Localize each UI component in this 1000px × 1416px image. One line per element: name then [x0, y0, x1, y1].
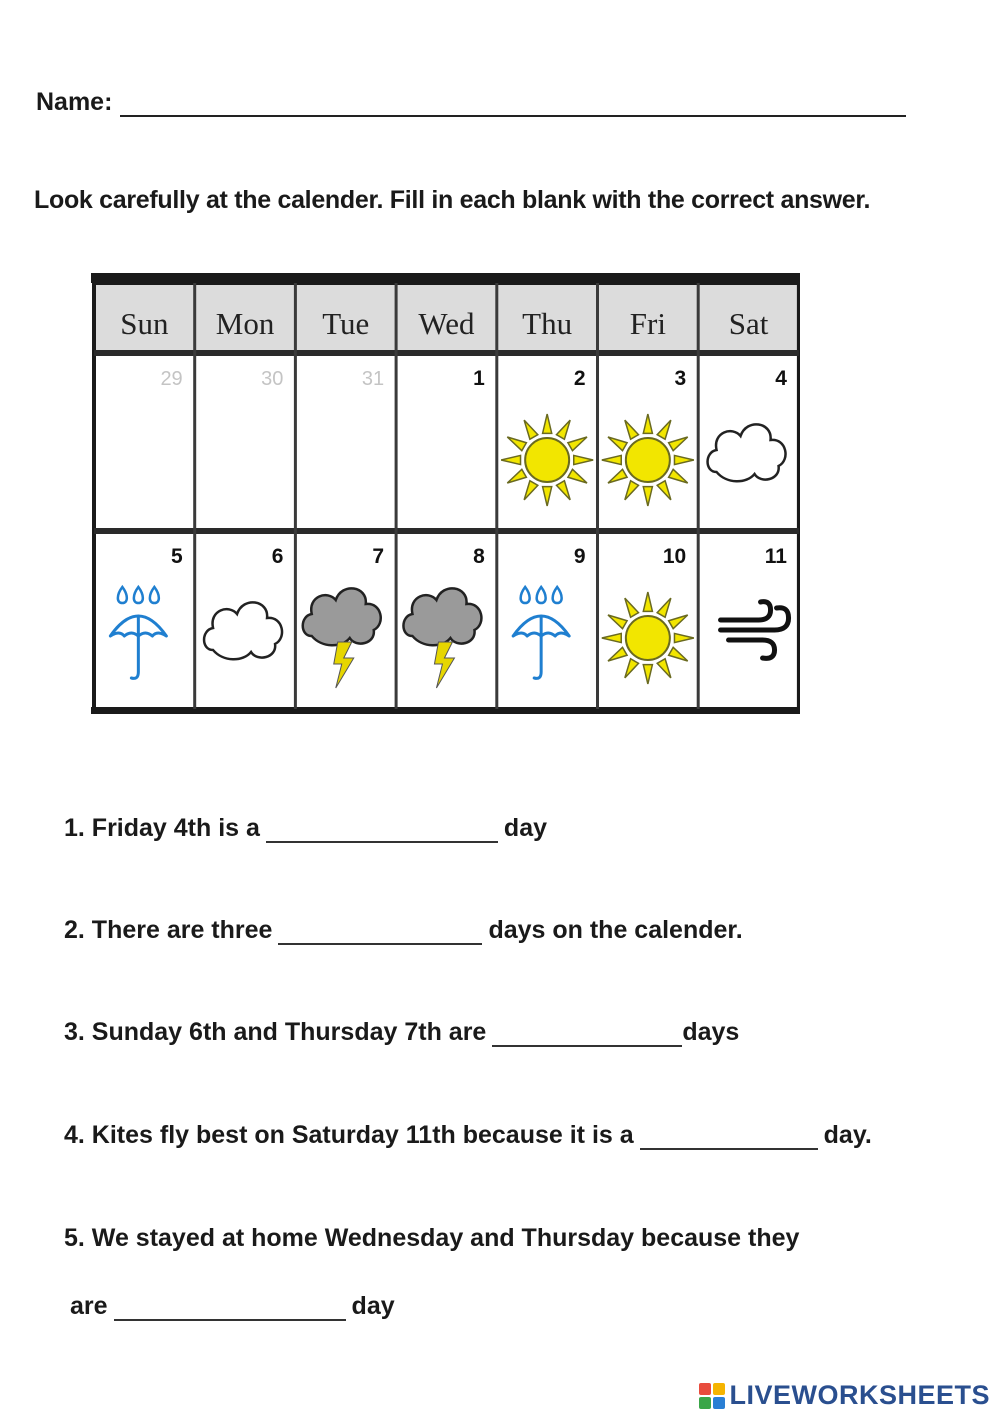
calendar-cell-2 — [501, 367, 593, 506]
question-2 — [64, 916, 743, 945]
sun-ray — [608, 615, 627, 629]
question-5-text-2: are — [70, 1292, 108, 1320]
calendar-cell-1 — [473, 367, 485, 390]
sun-ray — [669, 615, 688, 629]
sun-ray — [669, 469, 688, 483]
sun-ray — [625, 420, 639, 439]
sun-ray — [625, 481, 639, 500]
sun-ray — [602, 633, 621, 642]
date-number: 9 — [573, 545, 586, 568]
date-number: 11 — [764, 545, 787, 568]
sun-disc — [626, 438, 670, 482]
raindrop — [150, 587, 159, 603]
calendar-cell-7 — [303, 545, 384, 688]
sun-disc — [525, 438, 569, 482]
question-4-blank[interactable] — [640, 1124, 818, 1150]
sun-ray — [556, 481, 570, 500]
day-header-fri: Fri — [629, 306, 666, 341]
rain-umbrella-icon — [513, 587, 569, 678]
calendar-row-divider — [94, 350, 799, 356]
question-3-suffix: days — [682, 1018, 740, 1046]
sun-ray — [625, 598, 639, 617]
cloud-shape — [403, 588, 481, 645]
sun-ray — [556, 420, 570, 439]
sun-ray — [608, 469, 627, 483]
liveworksheets-logo-icon — [699, 1383, 725, 1409]
question-1-suffix: day — [503, 814, 548, 842]
date-number: 3 — [674, 367, 687, 390]
calendar-cell-4 — [708, 367, 788, 481]
lightning-bolt — [434, 642, 454, 688]
rain-umbrella-icon — [110, 587, 166, 678]
calendar-cell-5 — [110, 545, 183, 678]
sun-ray — [669, 437, 688, 451]
cloud-icon — [708, 424, 786, 481]
date-number: 2 — [573, 367, 586, 390]
question-3 — [64, 1018, 739, 1047]
question-5 — [64, 1224, 799, 1253]
cloud-icon — [204, 602, 282, 659]
name-row — [36, 88, 906, 117]
date-number: 29 — [160, 368, 183, 390]
date-number: 1 — [473, 367, 485, 390]
storm-icon — [303, 588, 381, 688]
calendar-cell-9 — [513, 545, 585, 678]
question-3-blank[interactable] — [492, 1021, 682, 1047]
liveworksheets-brand — [699, 1380, 990, 1411]
day-header-sat: Sat — [728, 306, 769, 341]
sun-icon — [501, 414, 593, 506]
umbrella-handle — [534, 618, 541, 678]
calendar-grid — [91, 273, 800, 722]
storm-icon — [403, 588, 481, 688]
sun-ray — [501, 455, 520, 464]
sun-ray — [524, 420, 538, 439]
sun-ray — [657, 659, 671, 678]
day-header-sun: Sun — [120, 306, 169, 341]
question-5-blank[interactable] — [114, 1295, 346, 1321]
question-3-text: 3. Sunday 6th and Thursday 7th are — [64, 1018, 487, 1046]
sun-ray — [657, 481, 671, 500]
day-header-thu: Thu — [522, 306, 573, 341]
sun-icon — [602, 414, 694, 506]
sun-ray — [568, 437, 587, 451]
question-5-continued — [70, 1292, 395, 1321]
question-5-suffix: day — [351, 1292, 395, 1320]
name-label: Name: — [36, 88, 113, 116]
brand-text: LIVEWORKSHEETS — [729, 1380, 990, 1410]
cloud-shape — [204, 602, 282, 659]
calendar-cell-8 — [403, 545, 485, 688]
question-1 — [64, 814, 547, 843]
question-4-suffix: day. — [823, 1121, 872, 1149]
sun-ray — [669, 647, 688, 661]
calendar-cell-11 — [721, 545, 789, 658]
question-2-blank[interactable] — [278, 919, 482, 945]
sun-ray — [643, 665, 652, 684]
sun-ray — [608, 437, 627, 451]
cloud-shape — [303, 588, 381, 645]
raindrop — [118, 587, 127, 603]
raindrop — [134, 587, 143, 603]
sun-ray — [657, 598, 671, 617]
wind-icon — [721, 602, 789, 659]
sun-ray — [543, 414, 552, 433]
date-number: 7 — [372, 545, 385, 568]
sun-ray — [543, 487, 552, 506]
date-number: 4 — [775, 367, 787, 390]
sun-ray — [643, 414, 652, 433]
calendar-bottom-border — [91, 707, 800, 714]
name-field[interactable] — [120, 89, 906, 117]
sun-ray — [674, 455, 693, 464]
date-number: 10 — [662, 545, 687, 568]
sun-ray — [568, 469, 587, 483]
sun-ray — [507, 469, 526, 483]
calendar-cell-6 — [204, 545, 283, 659]
sun-icon — [602, 592, 694, 684]
question-4 — [64, 1121, 872, 1150]
calendar-cell-29 — [160, 368, 182, 390]
raindrop — [521, 587, 530, 603]
question-1-text: 1. Friday 4th is a — [64, 814, 260, 842]
sun-ray — [643, 592, 652, 611]
sun-ray — [574, 455, 593, 464]
calendar-row-divider — [94, 528, 799, 534]
weather-calendar — [91, 273, 800, 722]
sun-disc — [626, 616, 670, 660]
calendar-cell-31 — [362, 368, 384, 390]
instructions: Look carefully at the calender. Fill in each blank with the correct answer. — [34, 186, 871, 214]
sun-ray — [507, 437, 526, 451]
raindrop — [537, 587, 546, 603]
cloud-shape — [708, 424, 786, 481]
umbrella-handle — [131, 618, 138, 678]
question-4-text: 4. Kites fly best on Saturday 11th because it is a — [64, 1121, 634, 1149]
calendar-cell-10 — [602, 545, 694, 684]
raindrop — [553, 587, 562, 603]
sun-ray — [643, 487, 652, 506]
date-number: 31 — [361, 368, 385, 390]
sun-ray — [674, 633, 693, 642]
sun-ray — [602, 455, 621, 464]
calendar-cell-3 — [602, 367, 694, 506]
day-header-wed: Wed — [418, 306, 475, 341]
question-2-suffix: days on the calender. — [488, 916, 743, 944]
day-header-mon: Mon — [215, 306, 275, 341]
lightning-bolt — [334, 642, 354, 688]
calendar-cell-30 — [261, 368, 283, 390]
sun-ray — [524, 481, 538, 500]
date-number: 8 — [473, 545, 485, 568]
date-number: 5 — [171, 545, 183, 568]
question-2-text: 2. There are three — [64, 916, 273, 944]
sun-ray — [608, 647, 627, 661]
question-5-text: 5. We stayed at home Wednesday and Thursday because they — [64, 1224, 800, 1252]
question-1-blank[interactable] — [266, 817, 498, 843]
sun-ray — [625, 659, 639, 678]
sun-ray — [657, 420, 671, 439]
date-number: 6 — [271, 545, 284, 568]
wind-stroke — [721, 602, 771, 620]
day-header-tue: Tue — [322, 306, 370, 341]
wind-stroke — [729, 640, 775, 658]
date-number: 30 — [261, 368, 284, 390]
